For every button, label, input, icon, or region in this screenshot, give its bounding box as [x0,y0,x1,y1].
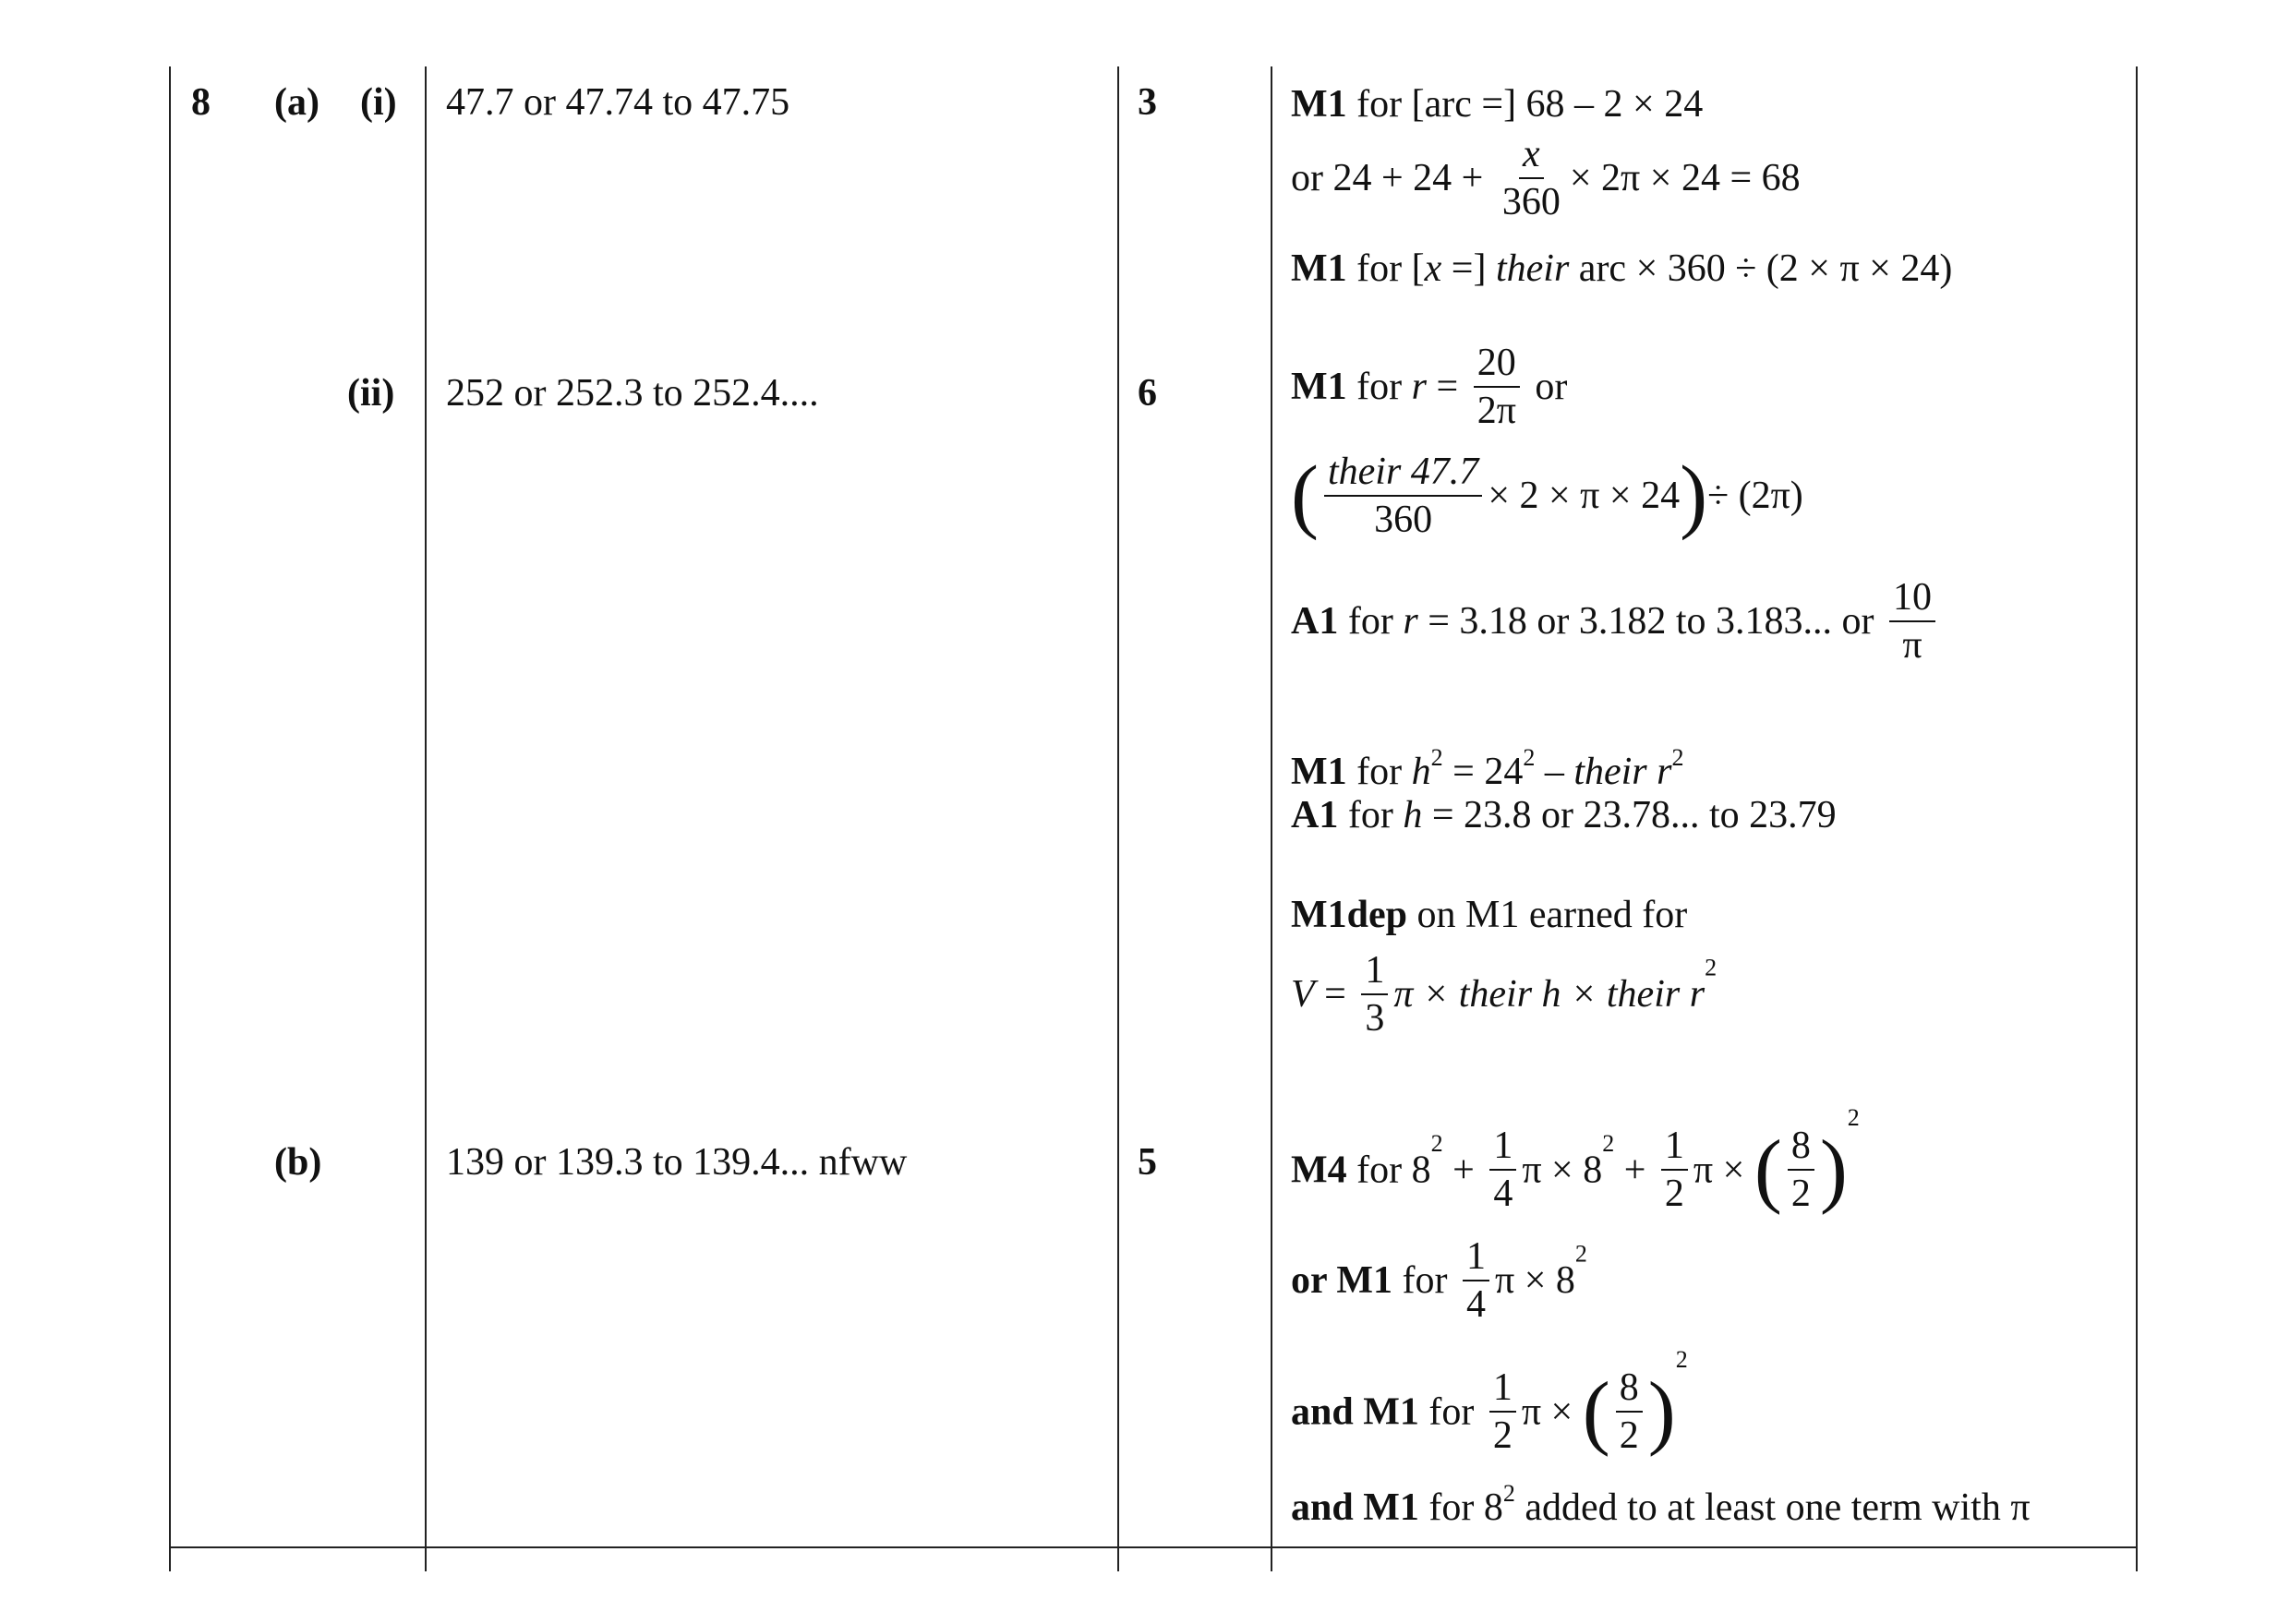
right-parenthesis: ) [1680,450,1708,541]
fraction-denominator: 2 [1492,1414,1513,1458]
fraction-denominator: 2π [1476,390,1516,432]
fraction-numerator: 8 [1616,1368,1643,1413]
superscript: 2 [1523,744,1536,771]
fraction [1489,1125,1516,1216]
fraction-numerator: 1 [1489,1368,1516,1413]
guidance-text: for [arc =] 68 – 2 × 24 [1346,83,1704,126]
guidance-text: ÷ (2π) [1707,475,1803,517]
fraction-numerator: their 47.7 [1324,452,1482,497]
variable: r [1403,600,1418,643]
guidance-text: added to at least one term with π [1514,1486,2031,1529]
fraction-numerator: x [1519,135,1544,179]
guidance-text: π × 8 [1495,1259,1575,1302]
table-right-border [2136,66,2138,1571]
answer-a-ii: 252 or 252.3 to 252.4.... [446,372,819,415]
guidance-text: on M1 earned for [1407,894,1688,936]
left-parenthesis: ( [1291,450,1319,541]
guidance-text: = 24 [1442,751,1524,793]
variable: r [1411,366,1427,408]
fraction-denominator: 360 [1374,499,1433,541]
mark-code: or M1 [1291,1259,1393,1302]
guidance-text: = 23.8 or 23.78... to 23.79 [1422,794,1837,836]
mark-code: and M1 [1291,1486,1419,1529]
guidance-text: × 2π × 24 = 68 [1569,157,1801,199]
fraction [1788,1125,1814,1216]
guidance-text: π × [1693,1149,1754,1192]
superscript: 2 [1502,1480,1515,1507]
mark-code: A1 [1291,600,1339,643]
guidance-text: + [1442,1149,1485,1192]
fraction-denominator: 2 [1664,1173,1684,1216]
guidance-text: for 8 [1418,1486,1503,1529]
guidance-b-line3 [1291,1346,1688,1458]
mark-code: M1 [1291,751,1347,793]
fraction [1463,1237,1489,1324]
fraction [1889,578,1935,665]
guidance-text: or [1525,366,1568,408]
guidance-b-line4 [1291,1482,2031,1527]
part-a-label: (a) [274,81,319,124]
guidance-text: π × [1521,1390,1583,1434]
left-parenthesis: ( [1754,1124,1782,1216]
fraction-denominator: 4 [1466,1283,1487,1326]
fraction-numerator: 10 [1889,578,1935,622]
mark-code: M1 [1291,247,1347,290]
column-divider-marks [1117,66,1119,1571]
right-parenthesis: ) [1819,1124,1848,1216]
their-word: their [1495,247,1570,290]
guidance-text: for [1418,1390,1484,1434]
guidance-text: for 8 [1346,1149,1431,1192]
guidance-text: π × their h × their r [1393,973,1705,1016]
guidance-text: × 2 × π × 24 [1488,475,1681,517]
guidance-aii-line1 [1291,343,1567,430]
superscript: 2 [1602,1130,1615,1157]
mark-code: M4 [1291,1149,1347,1192]
fraction [1361,951,1388,1038]
superscript: 2 [1671,744,1684,771]
guidance-ai-line2 [1291,135,1801,222]
guidance-text: or 24 + 24 + [1291,157,1493,199]
answer-a-i: 47.7 or 47.74 to 47.75 [446,81,790,124]
left-parenthesis: ( [1582,1365,1610,1458]
mark-code: M1 [1291,366,1347,408]
marks-b: 5 [1138,1141,1157,1184]
guidance-b-line1 [1291,1104,1860,1216]
fraction [1324,452,1482,539]
part-b-label: (b) [274,1141,322,1184]
guidance-b-line2 [1291,1237,1587,1324]
marks-a-i: 3 [1138,81,1157,124]
guidance-text: for [ [1346,247,1425,290]
guidance-ai-line3 [1291,249,1952,288]
superscript: 2 [1705,954,1718,981]
guidance-text: for [1346,366,1412,408]
variable: h [1411,751,1431,793]
guidance-aii-line5 [1291,796,1837,835]
mark-code: M1 [1291,83,1347,126]
part-a-i-label: (i) [360,81,397,124]
guidance-text: for [1338,794,1404,836]
guidance-aii-line6 [1291,896,1687,934]
superscript: 2 [1675,1346,1688,1373]
fraction-numerator: 1 [1489,1126,1516,1171]
superscript: 2 [1847,1104,1860,1131]
fraction-numerator: 20 [1474,343,1520,388]
guidance-text: π × 8 [1522,1149,1603,1192]
fraction-denominator: 360 [1501,181,1561,223]
guidance-aii-line4 [1291,746,1684,791]
mark-code: A1 [1291,794,1339,836]
fraction-denominator: π [1902,624,1922,667]
guidance-ai-line1 [1291,85,1703,124]
part-a-ii-label: (ii) [347,372,395,415]
guidance-text: = 3.18 or 3.182 to 3.183... or [1417,600,1885,643]
mark-code: and M1 [1291,1390,1419,1434]
guidance-text: for [1392,1259,1458,1302]
fraction-denominator: 2 [1619,1414,1639,1458]
guidance-text: =] [1441,247,1496,290]
mark-code: M1dep [1291,894,1407,936]
fraction [1489,1366,1516,1458]
guidance-text: = [1314,973,1356,1016]
fraction-denominator: 4 [1493,1173,1513,1216]
marks-a-ii: 6 [1138,372,1157,415]
fraction-denominator: 3 [1365,997,1385,1040]
table-left-border [169,66,171,1571]
column-divider-answer [425,66,427,1571]
fraction-numerator: 1 [1463,1237,1489,1281]
guidance-aii-line3 [1291,578,1941,665]
variable: V [1291,973,1315,1016]
fraction-denominator: 2 [1790,1173,1811,1216]
fraction-numerator: 1 [1361,951,1388,995]
superscript: 2 [1430,744,1443,771]
guidance-aii-line7 [1291,951,1717,1038]
fraction-numerator: 1 [1661,1126,1688,1171]
column-divider-guidance [1271,66,1272,1571]
fraction [1499,135,1564,222]
right-parenthesis: ) [1647,1365,1676,1458]
guidance-text: – [1535,751,1574,793]
variable: x [1424,247,1442,290]
guidance-text: for [1346,751,1412,793]
guidance-text: = [1427,366,1468,408]
superscript: 2 [1574,1240,1587,1268]
guidance-text: arc × 360 ÷ (2 × π × 24) [1569,247,1953,290]
table-bottom-border [169,1546,2138,1548]
fraction [1661,1125,1688,1216]
guidance-aii-line2 [1291,452,1803,539]
guidance-text: for [1338,600,1404,643]
their-word: their r [1573,751,1672,793]
fraction-numerator: 8 [1788,1126,1814,1171]
guidance-text: + [1614,1149,1656,1192]
superscript: 2 [1430,1130,1443,1157]
fraction [1474,343,1520,430]
fraction [1616,1366,1643,1458]
question-number: 8 [191,81,211,124]
variable: h [1403,794,1423,836]
answer-b: 139 or 139.3 to 139.4... nfww [446,1141,908,1184]
